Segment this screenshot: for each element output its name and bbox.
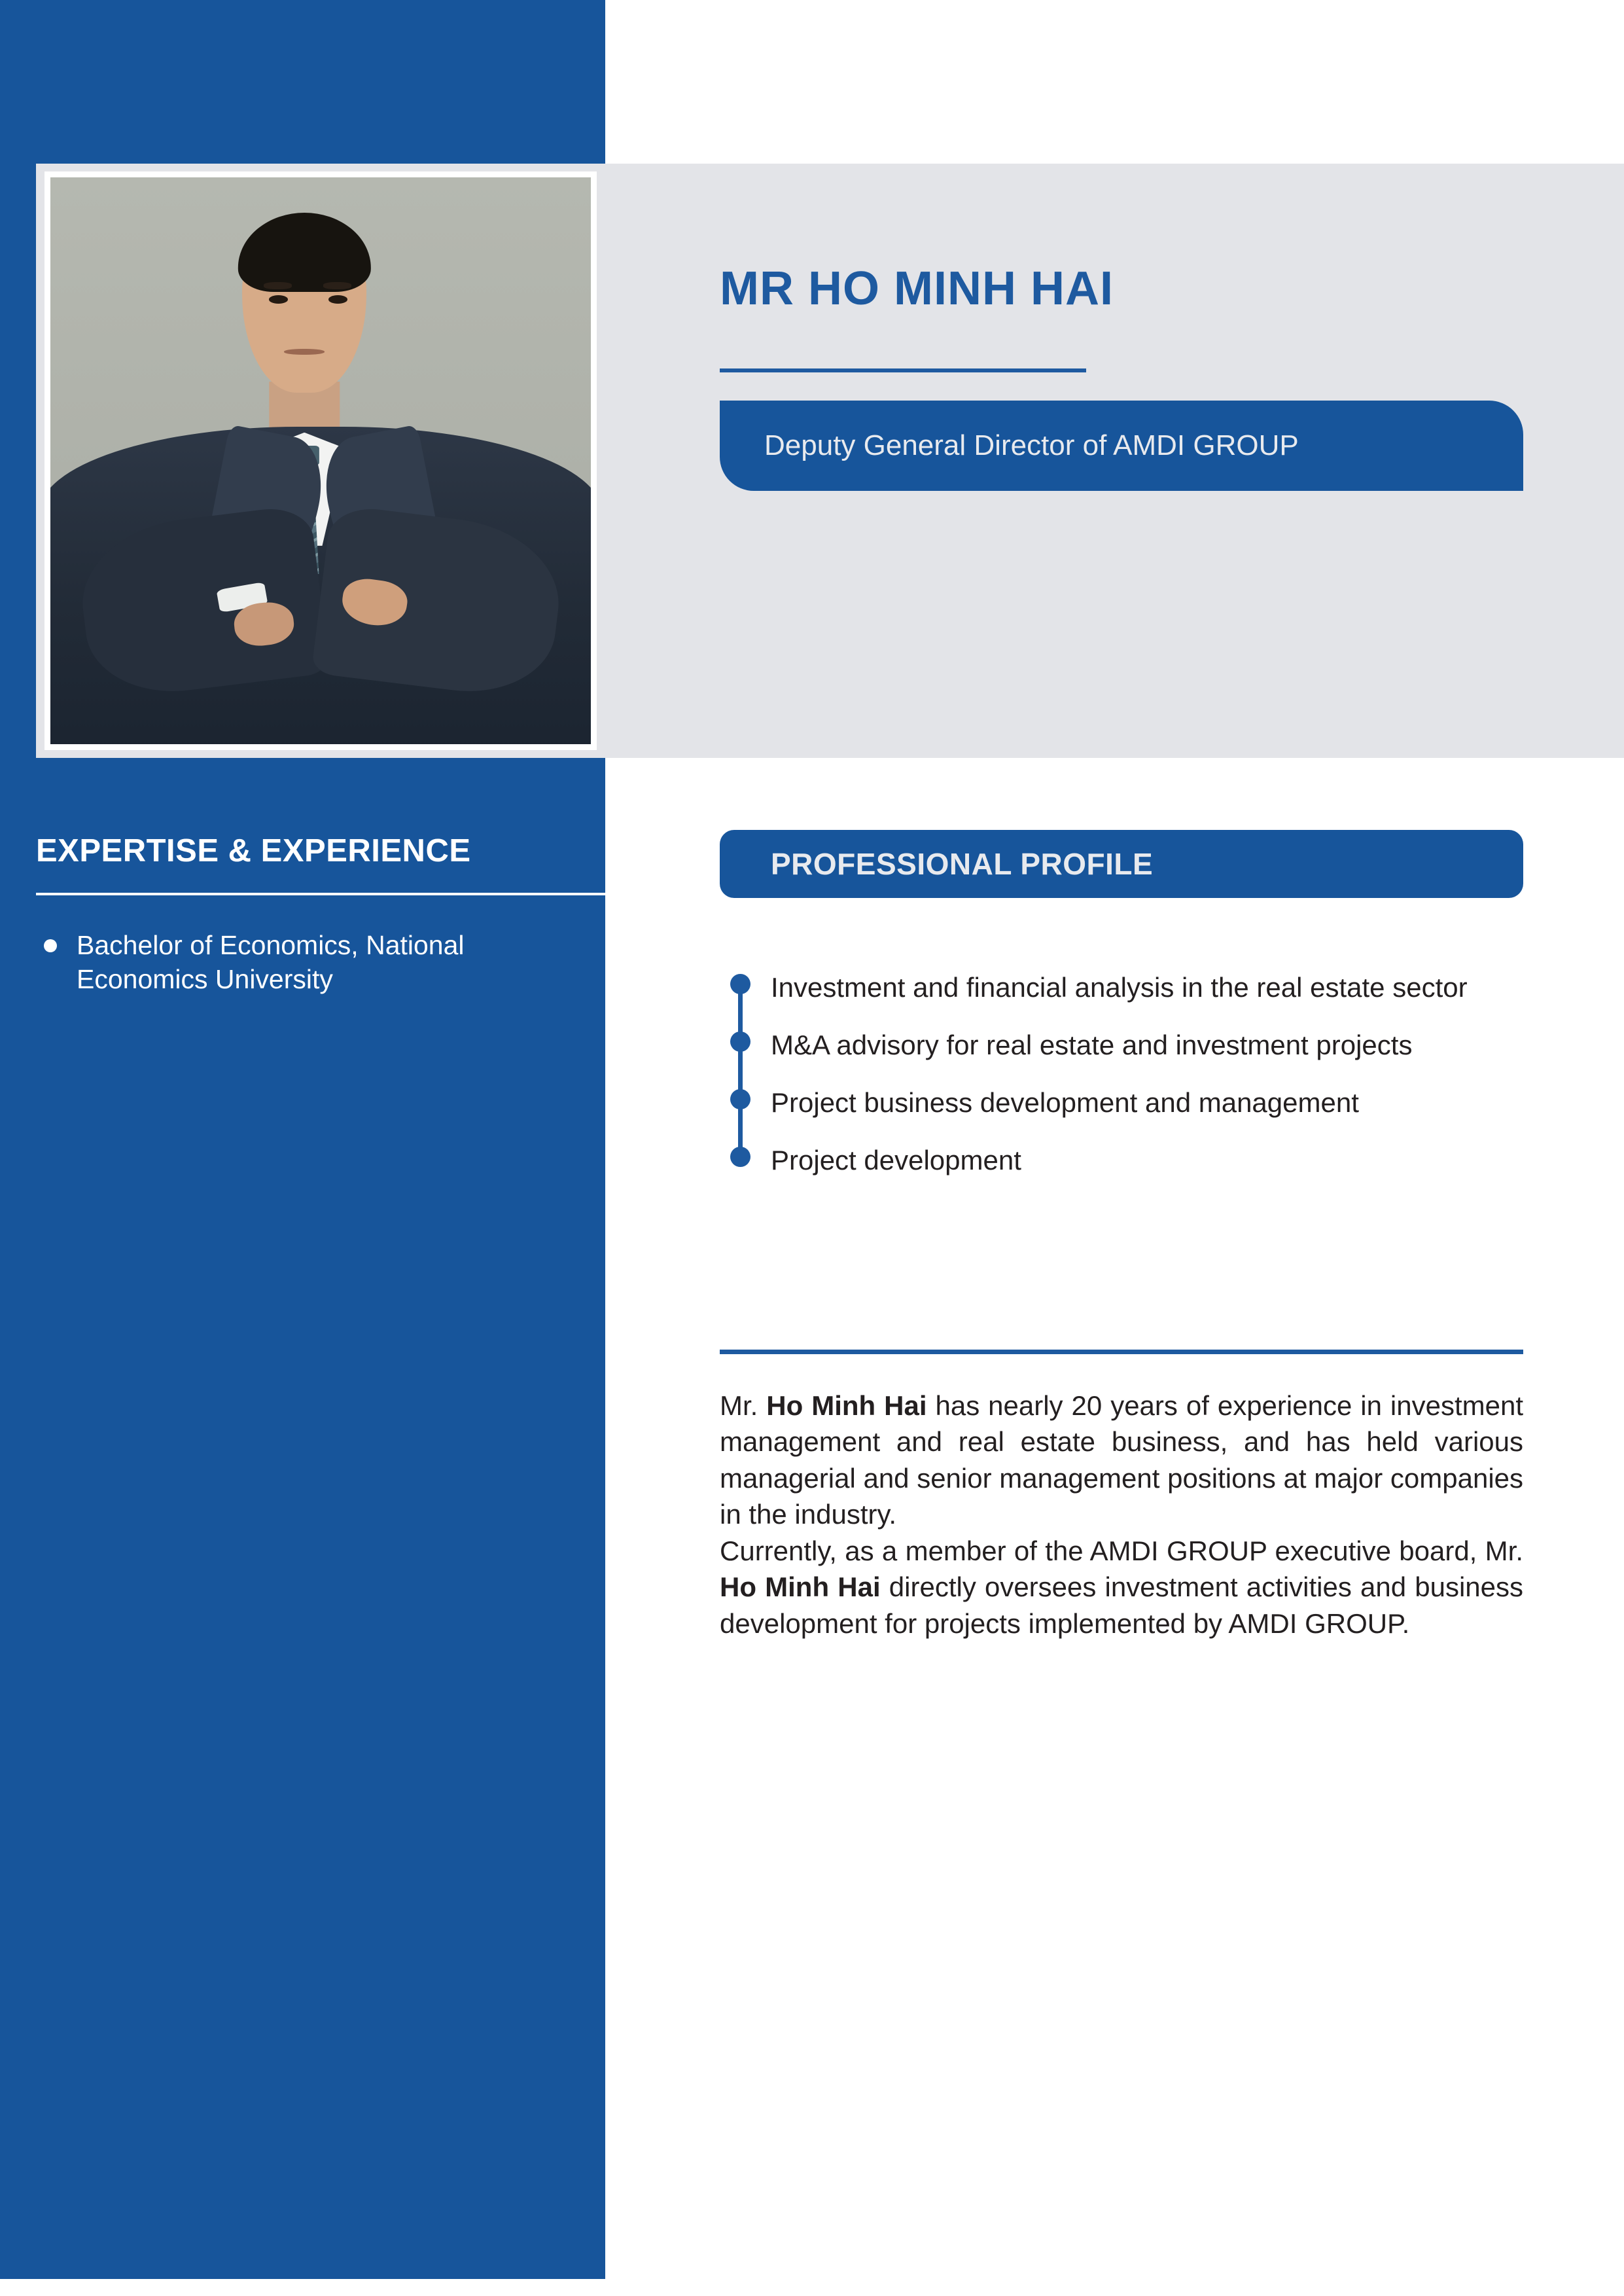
profile-point-label: M&A advisory for real estate and investment projects [771,1030,1413,1060]
sidebar-bottom-cap [0,2279,605,2296]
portrait-mouth [284,349,325,355]
portrait-eyebrow-left [264,282,292,289]
expertise-heading: EXPERTISE & EXPERIENCE [36,833,471,869]
profile-point-label: Project business development and management [771,1087,1359,1118]
bio-p2-rest: directly oversees investment activities and business development for projects implemented by AMDI GROUP. [720,1571,1523,1639]
timeline-dot-icon [730,1089,750,1109]
list-item [36,928,579,997]
timeline-dot-icon [730,974,750,994]
profile-point-label: Investment and financial analysis in the real estate sector [771,972,1468,1003]
title-underline-rule [720,368,1086,372]
professional-profile-header [720,830,1523,898]
portrait-frame [44,171,597,750]
bio-p2-prefix: Currently, as a member of the AMDI GROUP executive board, Mr. [720,1535,1523,1566]
biography-divider [720,1350,1523,1354]
list-item [720,1085,1526,1122]
list-item [720,970,1526,1007]
professional-profile-points [720,970,1526,1200]
biography-paragraph [720,1388,1523,1533]
list-item [720,1143,1526,1179]
list-item [720,1028,1526,1064]
bio-p1-prefix: Mr. [720,1390,767,1421]
bio-p2-name: Ho Minh Hai [720,1571,881,1603]
bio-p1-rest: has nearly 20 years of experience in investment management and real estate business, and has held various managerial and senior management positions at major companies in the industry. [720,1390,1524,1530]
avatar [50,177,591,744]
timeline-connector-line [738,984,743,1157]
biography-paragraph [720,1533,1523,1641]
timeline-dot-icon [730,1147,750,1167]
professional-profile-label: PROFESSIONAL PROFILE [771,847,1154,881]
profile-point-label: Project development [771,1145,1021,1175]
portrait-eyebrow-right [323,282,351,289]
biography [720,1388,1523,1641]
role-badge-label: Deputy General Director of AMDI GROUP [764,429,1299,461]
timeline-dot-icon [730,1031,750,1052]
expertise-divider [36,893,607,895]
expertise-item-label: Bachelor of Economics, National Economics University [77,930,465,995]
bio-p1-name: Ho Minh Hai [766,1390,927,1421]
bullet-dot-icon [44,939,57,952]
page-title: MR HO MINH HAI [720,262,1114,315]
expertise-list [36,928,579,1009]
role-badge [720,401,1523,491]
